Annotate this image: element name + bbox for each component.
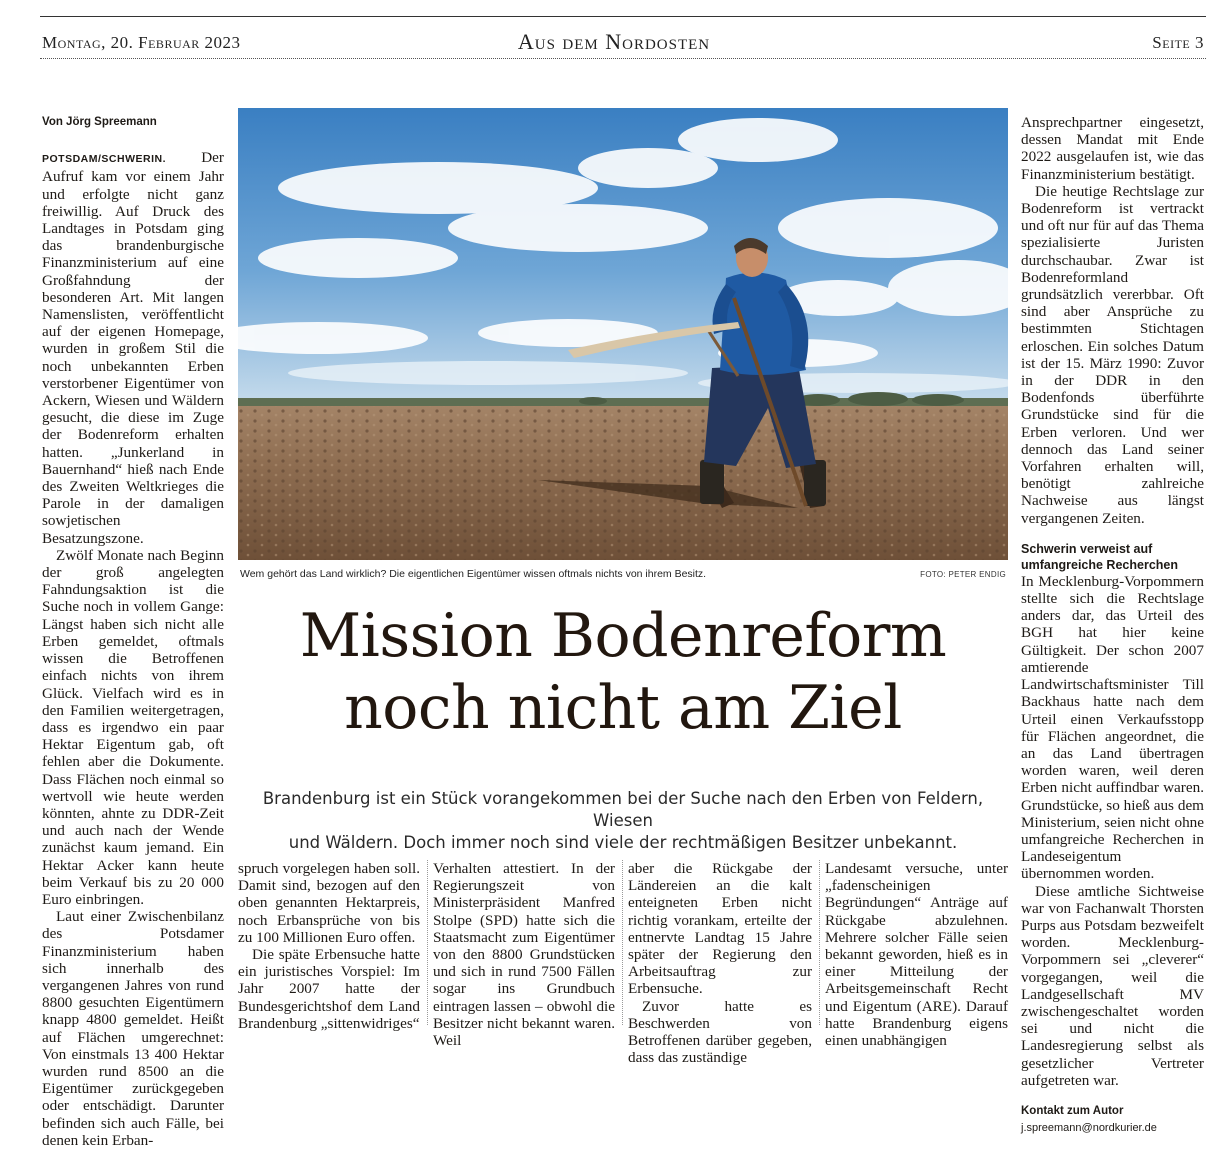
page-number: Seite 3 [1152,33,1204,52]
header-top-rule [40,16,1206,17]
article-photo [238,108,1008,560]
paragraph: POTSDAM/SCHWERIN. Der Aufruf kam vor einem Jahr und erfolgte nicht ganz freiwillig. Auf Druck des Landtages in Potsdam ging das brandenburgische Finanzministerium auf eine Großfahndung der besonderen Art. Mit langen Namenslisten, veröffentlicht auf der eigenen Homepage, wurden in großem Stil die noch unbekannten Erben verstorbener Eigentümer von Ackern, Wiesen und Wäldern gesucht, die diese im Zuge der Bodenreform erhalten hatten. „Junkerland in Bauernhand“ hieß nach Ende des Zweiten Weltkrieges die Parole in der damaligen sowjetischen Besatzungszone. [42,149,224,547]
column-6 [1021,114,1204,1137]
byline: Von Jörg Spreemann [42,116,157,128]
headline-line: noch nicht am Ziel [344,673,902,743]
paragraph: spruch vorgelegen haben soll. Damit sind, bezogen auf den oben genannten Hektarpreis, noch Erbansprüche von bis zu 100 Millionen Euro offen. [238,860,420,946]
section-title: Aus dem Nordosten [517,29,711,54]
column-divider [427,860,428,1025]
paragraph: Zwölf Monate nach Beginn der groß angelegten Fahndungsaktion ist die Suche noch in vollem Gange: Längst haben sich nicht alle Erben gemeldet, oftmals wissen die Betroffenen einfach nichts von ihrem Glück. Vielfach wird es in den Familien weitergetragen, dass es irgendwo ein paar Hektar Eigentum gab, oft fehlen aber die Dokumente. Dass Flächen noch einmal so wertvoll wie heute werden könnten, ahnte zu DDR-Zeit und auch nach der Wende zunächst kaum jemand. Ein Hektar Acker kann heute beim Verkauf bis zu 20 000 Euro einbringen. [42,546,224,908]
column-5 [825,860,1008,1049]
deck-line: Brandenburg ist ein Stück vorangekommen bei der Suche nach den Erben von Feldern, Wiesen [262,789,984,830]
headline-line: Mission Bodenreform [299,601,947,671]
subheading: Schwerin verweist auf umfangreiche Recherchen [1021,541,1178,572]
paragraph: aber die Rückgabe der Ländereien an die kalt enteigneten Erben nicht richtig vorankam, erteilte der entnervte Landtag 15 Jahre später der Regierung den Arbeitsauftrag zur Erbensuche. [628,860,812,998]
paragraph: Diese amtliche Sichtweise war von Fachanwalt Thorsten Purps aus Potsdam bezweifelt worden. Mecklenburg-Vorpommern sei „cleverer“ vorgegangen, weil die Landgesellschaft MV zwischengeschaltet worden sei und nicht die Landesregierung selbst als gesetzlicher Vertreter aufgetreten war. [1021,882,1204,1089]
dateline: POTSDAM/SCHWERIN. [42,153,166,166]
paragraph: Verhalten attestiert. In der Regierungszeit von Ministerpräsident Manfred Stolpe (SPD) hatte sich die Staatsmacht zum Eigentümer von den 8800 Grundstücken und sich in rund 7500 Fällen sogar ins Grundbuch eintragen lassen – obwohl die Besitzer nicht bekannt waren. Weil [433,860,615,1050]
deck-line: und Wäldern. Doch immer noch sind viele der rechtmäßigen Besitzer unbekannt. [288,833,958,852]
paragraph: Die heutige Rechtslage zur Bodenreform ist vertrackt und oft nur für auf das Thema spezialisierte Juristen durchschaubar. Zwar ist Bodenreformland grundsätzlich vererbbar. Oft sind aber Ansprüche zu bestimmten Stichtagen erloschen. Ein solches Datum ist der 15. März 1990: Zuvor in der DDR in den Bodenfonds überführte Grundstücke sind für die Erben verloren. Und wer dennoch das Land seiner Vorfahren erhalten will, benötigt zahlreiche Nachweise aus längst vergangenen Zeiten. [1021,182,1204,527]
headline [238,600,1008,744]
paragraph: Die späte Erbensuche hatte ein juristisches Vorspiel: Im Jahr 2007 hatte der Bundesgerichtshof dem Land Brandenburg „sittenwidriges“ [238,946,420,1032]
photo-credit: FOTO: PETER ENDIG [920,570,1006,579]
photo-caption: Wem gehört das Land wirklich? Die eigentlichen Eigentümer wissen oftmals nichts von ihrem Besitz. [240,568,707,580]
issue-date: Montag, 20. Februar 2023 [42,33,241,52]
column-1 [42,114,224,1149]
deck [238,788,1008,854]
contact-label: Kontakt zum Autor [1021,1104,1124,1117]
column-divider [819,860,820,1025]
column-3 [433,860,615,1049]
author-email-link[interactable]: j.spreemann@nordkurier.de [1021,1122,1157,1135]
paragraph: Ansprechpartner eingesetzt, dessen Mandat mit Ende 2022 ausgelaufen ist, wie das Finanzministerium bestätigt. [1021,114,1204,183]
column-2 [238,860,420,1032]
paragraph: In Mecklenburg-Vorpommern stellte sich die Rechtslage anders dar, das Urteil des BGH hat hier keine Gültigkeit. Der schon 2007 amtierende Landwirtschaftsminister Till Backhaus hatte nach dem Urteil einen Verkaufsstopp für Flächen angeordnet, die an das Land übertragen worden waren, weil deren Erben nicht auffindbar waren. Grundstücke, so hieß aus dem Ministerium, seien nicht ohne umfangreiche Recherchen in Landeseigentum übernommen worden. [1021,572,1204,883]
paragraph: Laut einer Zwischenbilanz des Potsdamer Finanzministerium haben sich innerhalb des vergangenen Jahres von rund 8800 gesuchten Eigentümern knapp 4800 gemeldet. Heißt auf Flächen umgerechnet: Von einstmals 13 400 Hektar wurden rund 8500 an die Eigentümer zurückgegeben oder entschädigt. Darunter befinden sich auch Fälle, bei denen kein Erban- [42,908,224,1149]
column-4 [628,860,812,1066]
paragraph: Landesamt versuche, unter „fadenscheinigen Begründungen“ Anträge auf Rückgabe abzulehnen. Mehrere solcher Fälle seien bekannt geworden, hieß es in einer Mitteilung der Arbeitsgemeinschaft Recht und Eigentum (ARE). Darauf hatte Brandenburg eigens einen unabhängigen [825,860,1008,1050]
header-bottom-rule [40,58,1206,59]
column-divider [622,860,623,1025]
paragraph: Zuvor hatte es Beschwerden von Betroffenen darüber gegeben, dass das zuständige [628,997,812,1067]
